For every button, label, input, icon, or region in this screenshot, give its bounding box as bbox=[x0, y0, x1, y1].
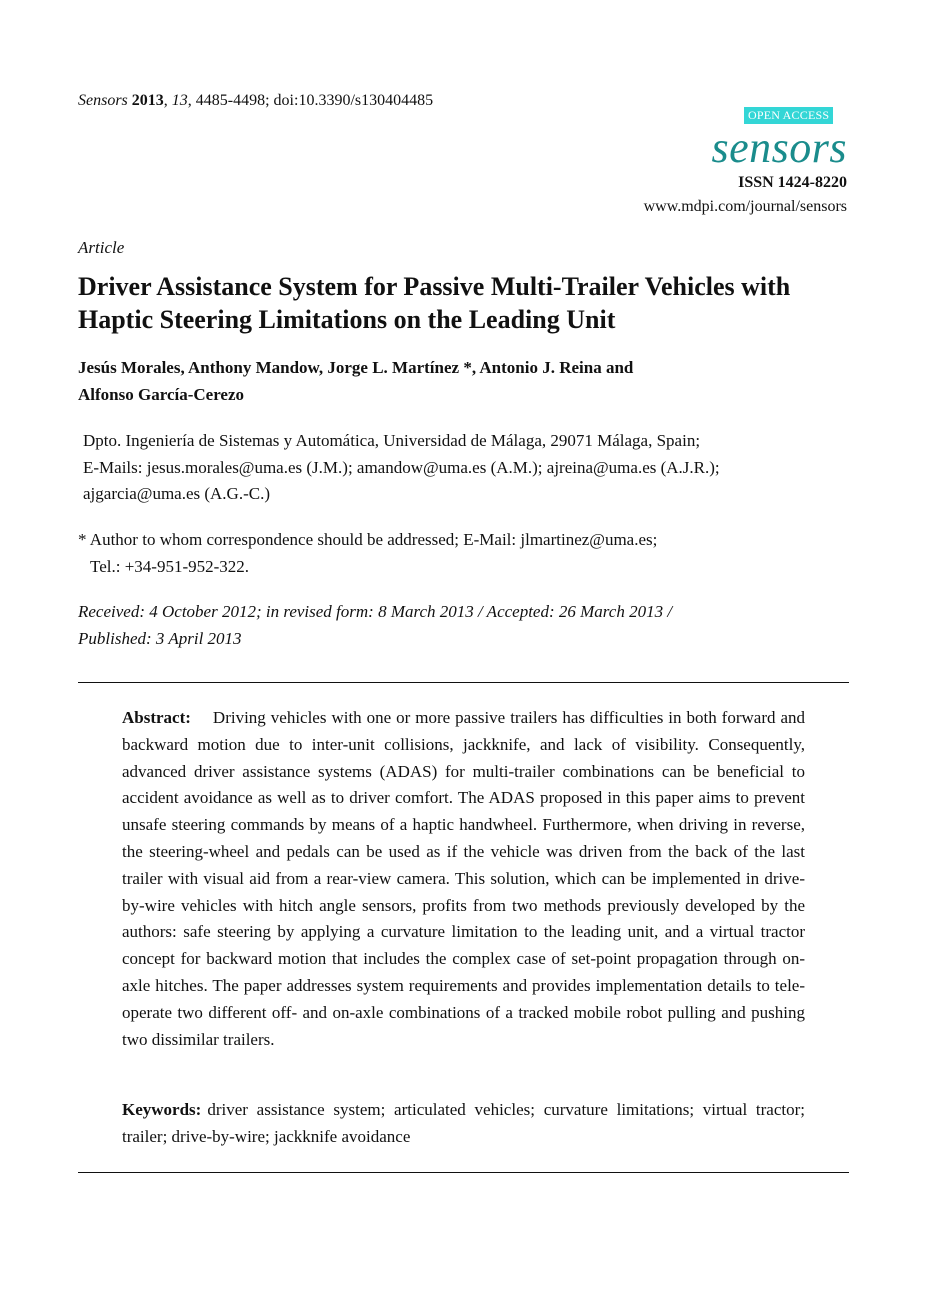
keywords-label: Keywords: bbox=[122, 1100, 202, 1119]
citation-pages-doi: , 4485-4498; doi:10.3390/s130404485 bbox=[187, 92, 434, 109]
divider-bottom bbox=[78, 1172, 849, 1173]
affiliation-line-1: Dpto. Ingeniería de Sistemas y Automática, Universidad de Málaga, 29071 Málaga, Spain; bbox=[83, 431, 701, 450]
keywords bbox=[122, 1097, 805, 1151]
affiliation-line-2: E-Mails: jesus.morales@uma.es (J.M.); amandow@uma.es (A.M.); ajreina@uma.es (A.J.R.); bbox=[83, 458, 720, 477]
authors-line-1: Jesús Morales, Anthony Mandow, Jorge L. Martínez *, Antonio J. Reina and bbox=[78, 358, 634, 377]
journal-logo: sensors bbox=[711, 123, 847, 172]
article-type: Article bbox=[78, 238, 125, 257]
dates-line-1: Received: 4 October 2012; in revised form: 8 March 2013 / Accepted: 26 March 2013 / bbox=[78, 602, 673, 621]
divider-top bbox=[78, 682, 849, 683]
abstract-text: Driving vehicles with one or more passive trailers has difficulties in both forward and backward motion due to inter-unit collisions, jackknife, and lack of visibility. Consequently, advanced driver assistance systems (ADAS) for multi-trailer combinations can be beneficial to accident avoidance as well as to driver comfort. The ADAS proposed in this paper aims to prevent unsafe steering commands by means of a haptic handwheel. Furthermore, when driving in reverse, the steering-wheel and pedals can be used as if the vehicle was driven from the back of the last trailer with visual aid from a rear-view camera. This solution, which can be implemented in drive-by-wire vehicles with hitch angle sensors, profits from two methods previously developed by the authors: safe steering by applying a curvature limitation to the leading unit, and a virtual tractor concept for backward motion that includes the complex case of set-point propagation through on-axle hitches. The paper addresses system requirements and provides implementation details to tele-operate two different off- and on-axle combinations of a tracked mobile robot pulling and pushing two dissimilar trailers. bbox=[122, 708, 805, 1049]
dates-line-2: Published: 3 April 2013 bbox=[78, 629, 242, 648]
article-title: Driver Assistance System for Passive Multi-Trailer Vehicles with Haptic Steering Limitations on the Leading Unit bbox=[78, 272, 791, 334]
abstract bbox=[122, 705, 805, 1053]
affiliation-line-3: ajgarcia@uma.es (A.G.-C.) bbox=[83, 484, 270, 503]
correspondence-line-1: * Author to whom correspondence should be addressed; E-Mail: jlmartinez@uma.es; bbox=[78, 530, 658, 549]
citation-year: 2013 bbox=[131, 92, 164, 109]
journal-url[interactable]: www.mdpi.com/journal/sensors bbox=[643, 198, 847, 215]
keywords-text: driver assistance system; articulated vehicles; curvature limitations; virtual tractor; trailer; drive-by-wire; jackknife avoidance bbox=[122, 1100, 805, 1146]
citation-volume: 13 bbox=[171, 92, 188, 109]
citation-line: Sensors 2013, 13, 4485-4498; doi:10.3390/s130404485 bbox=[78, 92, 434, 109]
abstract-label: Abstract: bbox=[122, 708, 191, 727]
open-access-badge: OPEN ACCESS bbox=[744, 107, 833, 124]
correspondence-line-2: Tel.: +34-951-952-322. bbox=[90, 557, 250, 576]
journal-name: Sensors bbox=[78, 92, 128, 109]
issn: ISSN 1424-8220 bbox=[738, 174, 847, 191]
authors-line-2: Alfonso García-Cerezo bbox=[78, 385, 245, 404]
